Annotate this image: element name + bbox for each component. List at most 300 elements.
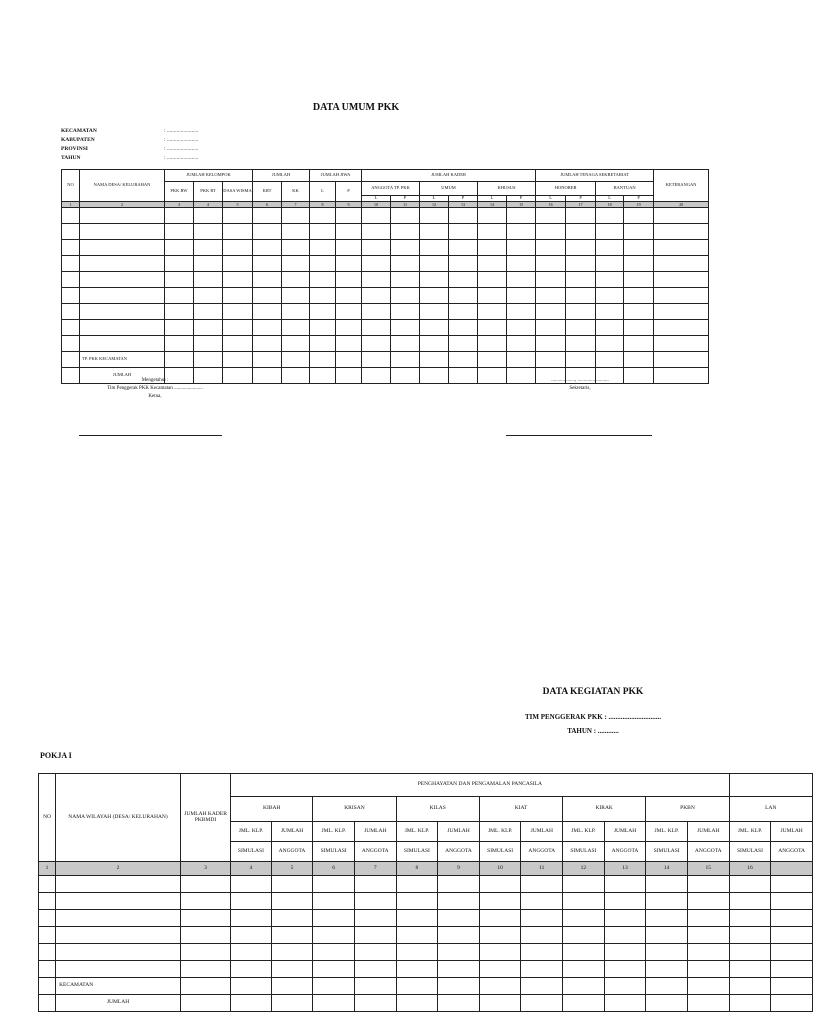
table-cell: [654, 336, 709, 352]
table-cell: [165, 256, 194, 272]
header-jml-klp: JML. KLP.: [563, 822, 605, 842]
table-cell: [507, 256, 536, 272]
table-cell: [646, 893, 688, 910]
table-cell: [180, 961, 230, 978]
field-value: : .......................: [164, 155, 199, 161]
table-cell: [180, 893, 230, 910]
table-cell: [507, 336, 536, 352]
table-cell: [391, 272, 420, 288]
header-lan: LAN: [729, 797, 812, 822]
table-cell: [180, 944, 230, 961]
column-number: 16: [729, 862, 771, 876]
table-cell: [336, 368, 362, 384]
table-cell: [654, 240, 709, 256]
header-nama-wilayah: NAMA WILAYAH (DESA/ KELURAHAN): [56, 774, 181, 862]
column-number: 4: [194, 202, 223, 208]
header-krisan: KRISAN: [313, 797, 396, 822]
table-cell: [438, 910, 480, 927]
table-cell: [194, 240, 223, 256]
table-cell: [62, 224, 80, 240]
table-cell: [566, 288, 596, 304]
table-cell: [391, 288, 420, 304]
table-cell: [282, 208, 310, 224]
header-p: P: [449, 196, 478, 202]
header-jumlah: JUMLAH: [271, 822, 313, 842]
field-label: PROVINSI: [61, 146, 88, 152]
table-cell: [194, 336, 223, 352]
column-number: 16: [536, 202, 566, 208]
data-umum-body: [62, 208, 709, 384]
table-cell: [438, 893, 480, 910]
table-cell: [624, 288, 654, 304]
table-cell: [354, 910, 396, 927]
table-cell: [282, 272, 310, 288]
header-umum: UMUM: [420, 182, 478, 196]
table-cell: [194, 288, 223, 304]
table-cell: [478, 208, 507, 224]
table-row: [39, 944, 813, 961]
table-cell: [654, 320, 709, 336]
table-cell: [354, 944, 396, 961]
header-honorer: HONORER: [536, 182, 596, 196]
table-cell: [336, 224, 362, 240]
table-cell: [654, 224, 709, 240]
table-cell: [231, 893, 272, 910]
table-cell: [223, 288, 253, 304]
table-cell: [596, 288, 624, 304]
table-cell: [420, 288, 449, 304]
table-cell: [310, 272, 336, 288]
table-cell: [39, 893, 56, 910]
header-pkbn: PKBN: [646, 797, 729, 822]
table-cell: [62, 352, 80, 368]
table-cell: [362, 352, 391, 368]
table-cell: [253, 240, 282, 256]
column-number: 1: [62, 202, 80, 208]
table-row: [39, 927, 813, 944]
table-cell: [624, 240, 654, 256]
tahun-field: TAHUN : ............: [567, 727, 619, 735]
table-cell: [39, 995, 56, 1012]
table-cell: [165, 336, 194, 352]
table-cell: [563, 995, 605, 1012]
table-cell: [604, 944, 646, 961]
table-cell: [420, 352, 449, 368]
table-cell: [165, 288, 194, 304]
table-cell: [223, 352, 253, 368]
table-cell: [80, 256, 165, 272]
table-cell: [56, 961, 181, 978]
table-cell: [336, 240, 362, 256]
table-cell: [362, 288, 391, 304]
table-cell: [310, 352, 336, 368]
table-cell: [39, 927, 56, 944]
field-label: TAHUN: [61, 155, 81, 161]
table-cell: [80, 320, 165, 336]
table-cell: [478, 352, 507, 368]
table-cell: [536, 320, 566, 336]
table-cell: [449, 256, 478, 272]
table-cell: [596, 256, 624, 272]
header-p: P: [624, 196, 654, 202]
table-cell: [521, 893, 563, 910]
header-anggota: ANGGOTA: [354, 842, 396, 862]
table-cell: [180, 927, 230, 944]
data-umum-table: [61, 169, 709, 384]
table-cell: [391, 208, 420, 224]
table-cell: [420, 256, 449, 272]
header-anggota: ANGGOTA: [271, 842, 313, 862]
header-keterangan: KETERANGAN: [654, 170, 709, 202]
header-p: P: [566, 196, 596, 202]
header-kiat: KIAT: [479, 797, 562, 822]
column-number: 5: [223, 202, 253, 208]
table-cell: [56, 944, 181, 961]
table-cell: [604, 995, 646, 1012]
table-cell: [536, 272, 566, 288]
table-cell: [420, 320, 449, 336]
column-number: 13: [604, 862, 646, 876]
table-cell: [194, 224, 223, 240]
table-cell: [253, 336, 282, 352]
table-cell: [420, 224, 449, 240]
column-number: 19: [624, 202, 654, 208]
table-cell: [771, 876, 813, 893]
column-number: 14: [646, 862, 688, 876]
field-provinsi: [61, 145, 199, 154]
table-cell: [313, 944, 355, 961]
table-cell: [536, 208, 566, 224]
table-cell: [362, 240, 391, 256]
header-l: L: [596, 196, 624, 202]
table-cell: [438, 961, 480, 978]
column-number: 15: [507, 202, 536, 208]
table-cell: [521, 961, 563, 978]
table-cell: [62, 288, 80, 304]
table-cell: [354, 893, 396, 910]
table-cell: [336, 320, 362, 336]
data-kegiatan-body: [39, 876, 813, 1012]
table-cell: [729, 927, 771, 944]
table-cell: [253, 288, 282, 304]
table-cell: [420, 240, 449, 256]
table-cell: [231, 910, 272, 927]
column-number: 8: [310, 202, 336, 208]
table-cell: [596, 320, 624, 336]
table-cell: [80, 240, 165, 256]
column-number: 12: [563, 862, 605, 876]
field-value: : .......................: [164, 137, 199, 143]
table-cell: [354, 978, 396, 995]
table-cell: [507, 208, 536, 224]
table-cell: [566, 320, 596, 336]
table-cell: [566, 240, 596, 256]
table-cell: [479, 961, 521, 978]
table-cell: [507, 352, 536, 368]
column-number: 9: [438, 862, 480, 876]
column-number: 14: [478, 202, 507, 208]
table-cell: [180, 910, 230, 927]
table-cell: [646, 995, 688, 1012]
column-number: 18: [596, 202, 624, 208]
table-cell: [271, 927, 313, 944]
table-cell: [310, 256, 336, 272]
table-cell: [165, 320, 194, 336]
row-label-jumlah: JUMLAH: [80, 368, 165, 384]
table-cell: [336, 336, 362, 352]
table-cell: [536, 224, 566, 240]
column-number: 2: [56, 862, 181, 876]
header-jml-klp: JML. KLP.: [396, 822, 438, 842]
signature-right-line1: ..................., .........................: [551, 378, 609, 383]
table-cell: [596, 208, 624, 224]
header-simulasi: SIMULASI: [479, 842, 521, 862]
header-jml-klp: JML. KLP.: [231, 822, 272, 842]
table-cell: [253, 320, 282, 336]
table-cell: [438, 876, 480, 893]
table-cell: [80, 336, 165, 352]
table-cell: [449, 336, 478, 352]
field-value: : .......................: [164, 128, 199, 134]
field-kabupaten: [61, 136, 199, 145]
table-cell: [56, 927, 181, 944]
table-cell: [362, 368, 391, 384]
header-jumlah: JUMLAH: [687, 822, 729, 842]
column-number: 7: [282, 202, 310, 208]
header-jiwa-l: L: [310, 182, 336, 202]
table-cell: [391, 256, 420, 272]
table-cell: [478, 304, 507, 320]
table-cell: [231, 876, 272, 893]
table-cell: [282, 288, 310, 304]
table-cell: [165, 352, 194, 368]
column-number: 10: [362, 202, 391, 208]
table-cell: [687, 927, 729, 944]
table-cell: [771, 927, 813, 944]
table-row: [62, 288, 709, 304]
table-cell: [566, 352, 596, 368]
table-cell: [194, 272, 223, 288]
table-cell: [771, 910, 813, 927]
table-cell: [566, 208, 596, 224]
table-cell: [39, 978, 56, 995]
table-cell: [624, 256, 654, 272]
header-l: L: [536, 196, 566, 202]
table-cell: [449, 240, 478, 256]
table-cell: [180, 876, 230, 893]
table-cell: [478, 272, 507, 288]
header-jumlah: JUMLAH: [521, 822, 563, 842]
table-cell: [521, 995, 563, 1012]
table-cell: [729, 876, 771, 893]
table-cell: [223, 272, 253, 288]
header-khusus: KHUSUS: [478, 182, 536, 196]
table-cell: [165, 272, 194, 288]
header-jumlah-kader: JUMLAH KADER PKBMDI: [180, 774, 230, 862]
table-row: [39, 893, 813, 910]
table-cell: [396, 893, 438, 910]
table-cell: [654, 256, 709, 272]
table-cell: [253, 256, 282, 272]
header-l: L: [362, 196, 391, 202]
signature-line-left: [79, 435, 222, 436]
table-cell: [420, 368, 449, 384]
table-cell: [354, 961, 396, 978]
table-cell: [604, 893, 646, 910]
table-cell: [253, 304, 282, 320]
table-cell: [313, 910, 355, 927]
field-kecamatan: [61, 127, 199, 136]
table-cell: [654, 272, 709, 288]
table-row: [62, 224, 709, 240]
table-row: [62, 208, 709, 224]
header-blank: [729, 774, 812, 797]
table-cell: [687, 995, 729, 1012]
field-tahun: [61, 154, 199, 163]
table-cell: [624, 320, 654, 336]
table-cell: [282, 336, 310, 352]
table-cell: [391, 320, 420, 336]
table-cell: [271, 893, 313, 910]
table-cell: [362, 256, 391, 272]
table-cell: [56, 893, 181, 910]
table-cell: [253, 368, 282, 384]
column-number: 10: [479, 862, 521, 876]
table-cell: [362, 208, 391, 224]
table-cell: [271, 910, 313, 927]
table-row: [39, 978, 813, 995]
table-cell: [253, 208, 282, 224]
table-cell: [396, 927, 438, 944]
table-cell: [336, 288, 362, 304]
header-anggota: ANGGOTA: [438, 842, 480, 862]
table-cell: [56, 910, 181, 927]
table-cell: [223, 320, 253, 336]
column-number: 6: [253, 202, 282, 208]
column-number: 4: [231, 862, 272, 876]
field-label: KABUPATEN: [61, 137, 95, 143]
table-cell: [56, 876, 181, 893]
table-cell: [596, 272, 624, 288]
table-cell: [271, 876, 313, 893]
table-cell: [566, 336, 596, 352]
table-cell: [194, 256, 223, 272]
table-cell: [362, 320, 391, 336]
tim-penggerak-field: TIM PENGGERAK PKK : ..............................: [524, 713, 662, 721]
column-number: 9: [336, 202, 362, 208]
column-number: 3: [165, 202, 194, 208]
table-cell: [438, 995, 480, 1012]
header-anggota: ANGGOTA: [521, 842, 563, 862]
table-cell: [596, 352, 624, 368]
table-row: [62, 240, 709, 256]
table-cell: [396, 944, 438, 961]
data-umum-title: DATA UMUM PKK: [312, 102, 400, 113]
table-cell: [396, 978, 438, 995]
header-jiwa-p: P: [336, 182, 362, 202]
table-cell: [536, 256, 566, 272]
table-cell: [194, 208, 223, 224]
table-cell: [282, 304, 310, 320]
table-cell: [194, 304, 223, 320]
table-cell: [596, 336, 624, 352]
table-cell: [604, 927, 646, 944]
table-cell: [654, 368, 709, 384]
header-anggota: ANGGOTA: [687, 842, 729, 862]
table-cell: [687, 876, 729, 893]
field-value: : .......................: [164, 146, 199, 152]
table-cell: [80, 288, 165, 304]
header-kilas: KILAS: [396, 797, 479, 822]
table-cell: [223, 240, 253, 256]
table-row: [62, 256, 709, 272]
table-cell: [771, 978, 813, 995]
table-cell: [180, 978, 230, 995]
signature-left-line3: Ketua,: [148, 394, 162, 399]
table-cell: [624, 304, 654, 320]
table-cell: [729, 944, 771, 961]
table-cell: [624, 208, 654, 224]
table-cell: [194, 320, 223, 336]
table-cell: [271, 944, 313, 961]
header-jumlah-kader: JUMLAH KADER: [362, 170, 536, 182]
signature-left-line1: Mengetahui :: [141, 378, 169, 383]
header-anggota: ANGGOTA: [604, 842, 646, 862]
table-cell: [62, 320, 80, 336]
table-cell: [687, 961, 729, 978]
table-cell: [479, 978, 521, 995]
column-number: 8: [396, 862, 438, 876]
table-cell: [566, 272, 596, 288]
column-number: 15: [687, 862, 729, 876]
data-kegiatan-title: DATA KEGIATAN PKK: [542, 687, 644, 697]
header-l: L: [478, 196, 507, 202]
table-cell: [282, 352, 310, 368]
header-jml-klp: JML. KLP.: [729, 822, 771, 842]
table-cell: [231, 961, 272, 978]
table-cell: [566, 304, 596, 320]
table-cell: [310, 304, 336, 320]
header-simulasi: SIMULASI: [563, 842, 605, 862]
table-cell: [536, 304, 566, 320]
header-no: NO: [62, 170, 80, 202]
table-cell: [521, 910, 563, 927]
table-cell: [396, 995, 438, 1012]
table-cell: [507, 240, 536, 256]
table-cell: [507, 320, 536, 336]
table-cell: [646, 978, 688, 995]
table-cell: [336, 208, 362, 224]
header-jumlah: JUMLAH: [253, 170, 310, 182]
header-l: L: [420, 196, 449, 202]
table-cell: [39, 910, 56, 927]
table-cell: [536, 240, 566, 256]
table-cell: [271, 995, 313, 1012]
table-cell: [771, 893, 813, 910]
table-cell: [39, 944, 56, 961]
table-cell: [438, 978, 480, 995]
table-cell: [165, 304, 194, 320]
table-cell: [253, 224, 282, 240]
table-cell: [566, 224, 596, 240]
table-cell: [729, 893, 771, 910]
table-cell: [391, 224, 420, 240]
column-number: 2: [80, 202, 165, 208]
table-cell: [596, 304, 624, 320]
table-cell: [39, 876, 56, 893]
table-cell: [654, 304, 709, 320]
table-cell: [536, 288, 566, 304]
